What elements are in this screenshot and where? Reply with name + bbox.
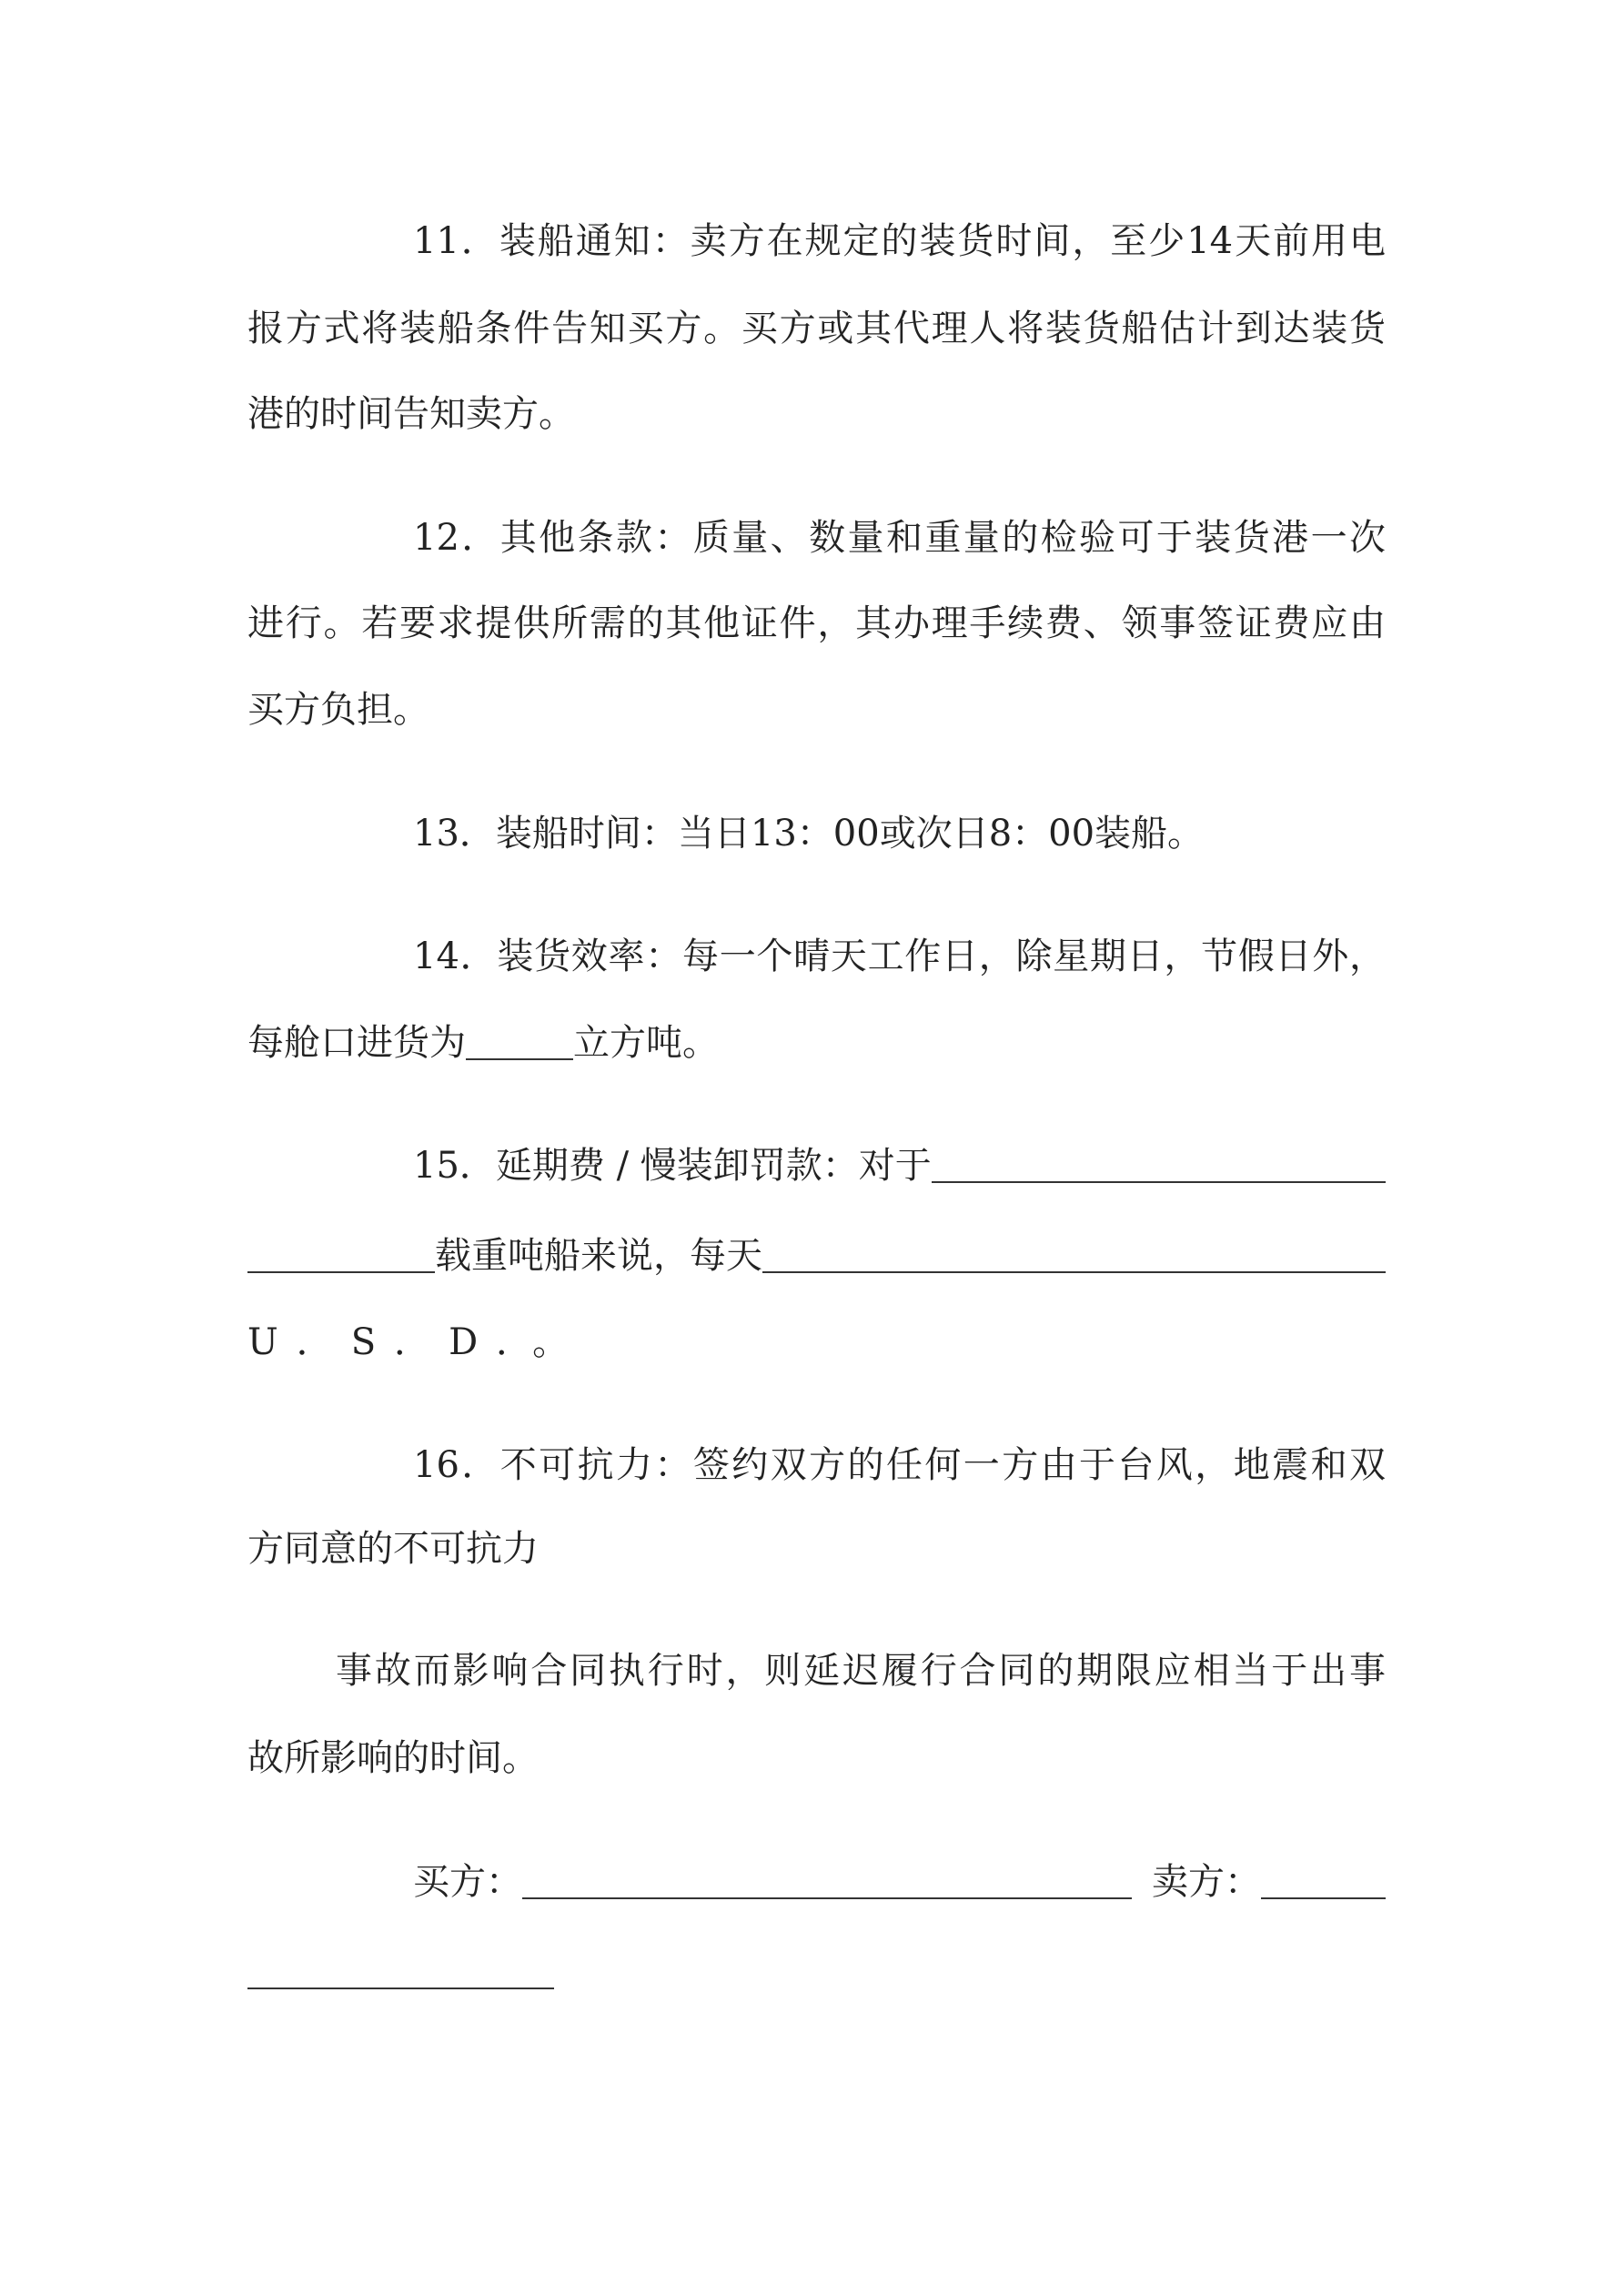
clause-16-line-4: 故所影响的时间。: [247, 1737, 539, 1779]
seller-label: 卖方：: [1152, 1861, 1261, 1903]
clause-15-text: 15．延期费 / 慢装卸罚款：对于: [413, 1145, 932, 1187]
seller-signature-blank-cont: [247, 1957, 554, 1989]
clause-12-line-1: 12．其他条款：质量、数量和重量的检验可于装货港一次: [413, 517, 1386, 559]
clause-11-line-2: 报方式将装船条件告知买方。买方或其代理人将装货船估计到达装货: [247, 308, 1386, 349]
clause-14-text-after: 立方吨。: [573, 1022, 719, 1064]
seller-signature-blank: [1261, 1866, 1386, 1899]
signature-line-cont: [247, 1951, 1386, 1993]
volume-blank: [466, 1027, 573, 1060]
buyer-signature-blank: [522, 1866, 1132, 1899]
clause-14-line-2: [247, 1022, 1386, 1064]
clause-14-line-1: 14．装货效率：每一个晴天工作日，除星期日，节假日外，: [413, 936, 1386, 977]
tonnage-blank: [932, 1150, 1386, 1183]
clause-13-line-1: 13．装船时间：当日13：00或次日8：00装船。: [413, 813, 1205, 855]
clause-11-line-1: 11．装船通知：卖方在规定的装货时间，至少14天前用电: [413, 220, 1386, 262]
clause-12-line-3: 买方负担。: [247, 689, 429, 731]
signature-line: [413, 1861, 1386, 1903]
clause-15-line-3: U．S．D．。: [247, 1321, 588, 1363]
clause-16-line-3: 事故而影响合同执行时，则延迟履行合同的期限应相当于出事: [336, 1650, 1386, 1692]
tonnage-blank-cont: [247, 1240, 435, 1273]
clause-11-line-3: 港的时间告知卖方。: [247, 393, 575, 435]
clause-12-line-2: 进行。若要求提供所需的其他证件，其办理手续费、领事签证费应由: [247, 602, 1386, 644]
buyer-label: 买方：: [413, 1861, 522, 1903]
clause-16-line-2: 方同意的不可抗力: [247, 1528, 539, 1570]
clause-15-line-2: [247, 1235, 1386, 1277]
clause-16-line-1: 16．不可抗力：签约双方的任何一方由于台风，地震和双: [413, 1444, 1386, 1486]
clause-15-line-1: [413, 1145, 1386, 1187]
clause-15-text-mid: 载重吨船来说，每天: [435, 1235, 762, 1277]
clause-14-text-before: 每舱口进货为: [247, 1022, 466, 1064]
daily-amount-blank: [762, 1240, 1386, 1273]
